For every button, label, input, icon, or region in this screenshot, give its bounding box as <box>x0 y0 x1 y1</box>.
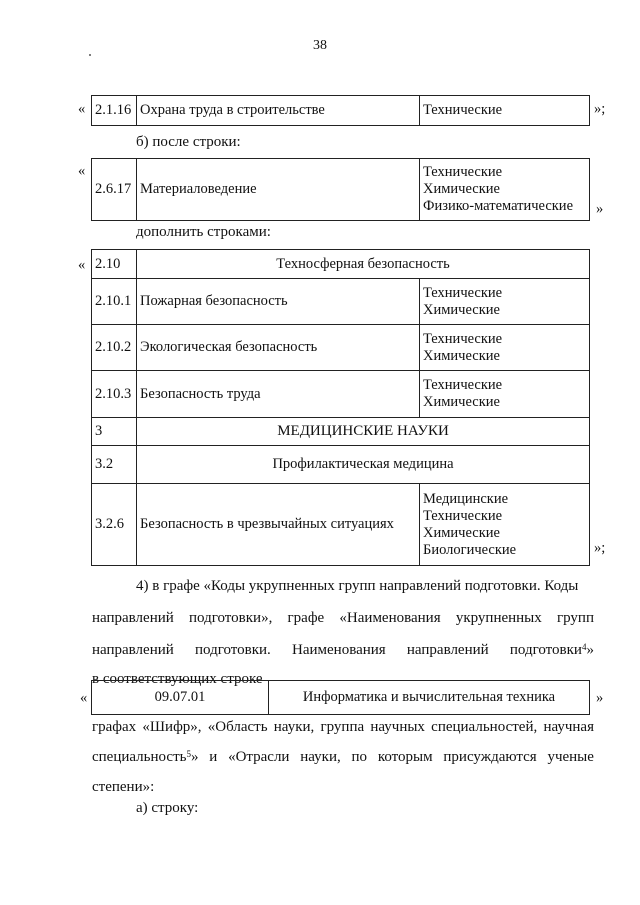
code-cell: 2.6.17 <box>92 159 137 221</box>
category-line: Химические <box>423 394 500 410</box>
word: ученые <box>547 749 594 765</box>
paragraph-line <box>92 602 594 634</box>
category-line: Технические <box>423 284 503 301</box>
table-row-09-07-01 <box>91 680 590 715</box>
category-line: Технические <box>423 164 503 180</box>
code-cell: 2.10.3 <box>92 371 137 418</box>
name-cell: Безопасность труда <box>137 371 420 418</box>
footnote-marker: 5 <box>186 749 191 759</box>
open-quote: « <box>78 101 86 117</box>
closing-quote: » <box>586 642 594 658</box>
word: «Отрасли <box>228 749 290 765</box>
close-quote: »; <box>594 540 606 556</box>
category-line: Химические <box>423 181 500 197</box>
page-number: 38 <box>313 38 327 53</box>
category-line: Технические <box>423 377 503 393</box>
word: которым <box>377 749 433 765</box>
word: специальность <box>92 749 187 765</box>
categories-cell <box>420 371 590 418</box>
code-cell: 09.07.01 <box>92 681 269 715</box>
word: и <box>209 749 218 765</box>
category-line: Химические <box>423 347 500 364</box>
category-line: Технические <box>423 330 503 347</box>
open-quote: « <box>80 690 88 706</box>
category-line: Химические <box>423 301 500 318</box>
table-tehnosfernaya <box>91 249 590 566</box>
paragraph-line: степени»: <box>92 779 155 795</box>
code-cell: 3 <box>92 418 137 446</box>
subsection-name-cell: Профилактическая медицина <box>137 446 590 484</box>
paragraph-line: графах «Шифр», «Область науки, группа научных специальностей, научная <box>92 719 594 735</box>
word: «Наименования <box>339 610 441 626</box>
scan-speck <box>89 54 91 56</box>
word: подготовки <box>509 642 582 658</box>
category-line: Медицинские <box>423 490 509 507</box>
closing-quote: » <box>190 749 199 765</box>
footnote-marker: 4 <box>581 642 587 652</box>
open-quote: « <box>78 257 86 273</box>
word: направлений <box>92 642 174 658</box>
categories-cell <box>420 484 590 566</box>
word: Наименования <box>292 642 386 658</box>
categories-cell <box>420 325 590 371</box>
close-quote: » <box>596 690 604 706</box>
code-cell: 2.10.2 <box>92 325 137 371</box>
word: науки, <box>300 749 341 765</box>
group-name-cell: Техносферная безопасность <box>137 250 590 279</box>
section-name-cell: МЕДИЦИНСКИЕ НАУКИ <box>137 418 590 446</box>
paragraph-5 <box>92 712 594 802</box>
word-with-footnote <box>92 742 198 772</box>
code-cell: 2.10 <box>92 250 137 279</box>
word: по <box>351 749 368 765</box>
categories-cell <box>420 279 590 325</box>
word: направлений <box>92 610 174 626</box>
code-cell: 2.1.16 <box>92 96 137 126</box>
word: подготовки», <box>189 610 273 626</box>
name-cell: Охрана труда в строительстве <box>137 96 420 126</box>
word: групп <box>556 610 594 626</box>
after-line-text: б) после строки: <box>136 134 241 150</box>
paragraph-line <box>92 742 594 772</box>
category-line: Биологические <box>423 541 517 558</box>
item-a: а) строку: <box>136 800 199 816</box>
name-cell: Пожарная безопасность <box>137 279 420 325</box>
table-row-2-1-16 <box>91 95 590 126</box>
name-cell: Безопасность в чрезвычайных ситуациях <box>137 484 420 566</box>
category-line: Физико-математические <box>423 198 573 214</box>
open-quote: « <box>78 163 86 179</box>
category-cell: Технические <box>420 96 590 126</box>
category-line: Технические <box>423 507 503 524</box>
code-cell: 3.2.6 <box>92 484 137 566</box>
paragraph-line: 4) в графе «Коды укрупненных групп направлений подготовки. Коды <box>136 578 579 594</box>
table-row-2-6-17 <box>91 158 590 221</box>
categories-cell <box>420 159 590 221</box>
paragraph-line <box>92 634 594 666</box>
name-cell: Экологическая безопасность <box>137 325 420 371</box>
code-cell: 2.10.1 <box>92 279 137 325</box>
add-lines-text: дополнить строками: <box>136 224 271 240</box>
word-with-footnote <box>510 634 594 666</box>
word: присуждаются <box>443 749 537 765</box>
word: направлений <box>406 642 489 658</box>
name-cell: Информатика и вычислительная техника <box>269 681 590 715</box>
name-cell: Материаловедение <box>137 159 420 221</box>
paragraph-line: в соответствующих строке <box>92 671 263 687</box>
word: подготовки. <box>194 642 271 658</box>
close-quote: » <box>596 201 604 217</box>
word: укрупненных <box>455 610 542 626</box>
code-cell: 3.2 <box>92 446 137 484</box>
close-quote: »; <box>594 101 606 117</box>
category-line: Химические <box>423 524 500 541</box>
paragraph-4 <box>92 570 594 692</box>
word: графе <box>287 610 325 626</box>
